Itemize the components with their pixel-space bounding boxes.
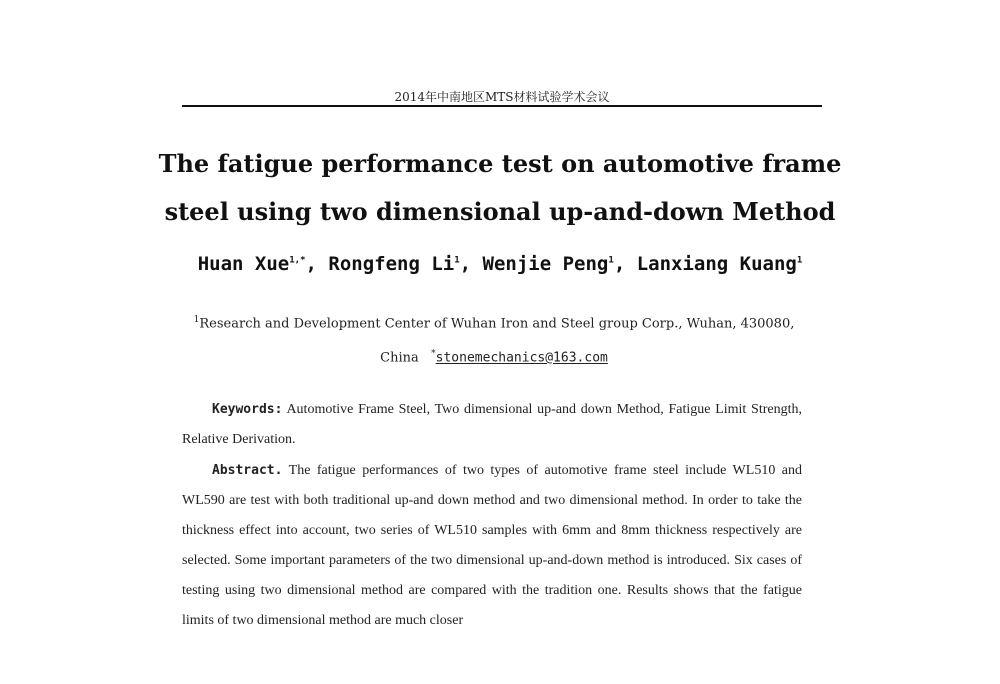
paper-title [150, 140, 850, 236]
header-rule [182, 105, 822, 107]
author-1: Huan Xue$^{1,*}$ [197, 253, 306, 275]
abstract-label: Abstract. [212, 463, 283, 478]
conference-header: 2014年中南地区MTS材料试验学术会议 [394, 90, 610, 104]
abstract-text: The fatigue performances of two types of automotive frame steel include WL510 and WL590 are test with both traditional up-and down method and two dimensional method. In order to take the thickness effect into account, two series of WL510 samples with 6mm and 8mm thickness respectively are selected. Some important parameters of the two dimensional up-and-down method is introduced. Six cases of testing using two dimensional method are compared with the tradition one. Results shows that the fatigue limits of two dimensional method are much closer [182, 463, 802, 628]
author-2: Rongfeng Li$^1$ [328, 253, 460, 275]
affiliation-contact: China *stonemechanics@163.com [380, 349, 608, 366]
keywords-label: Keywords: [212, 402, 283, 417]
affiliation [184, 305, 804, 374]
affiliation-line: $^1$Research and Development Center of Wuhan Iron and Steel group Corp., Wuhan, 430080, [193, 315, 795, 332]
title-line-1: The fatigue performance test on automotive frame [158, 149, 842, 178]
keywords-paragraph [182, 395, 802, 455]
email-link[interactable]: stonemechanics@163.com [435, 350, 608, 366]
title-line-2: steel using two dimensional up-and-down Method [164, 197, 836, 226]
author-4: Lanxiang Kuang$^1$ [636, 253, 803, 275]
abstract-paragraph [182, 456, 802, 636]
author-list: Huan Xue$^{1,*}$, Rongfeng Li$^1$, Wenjie Peng$^1$, Lanxiang Kuang$^1$ [197, 253, 803, 275]
author-3: Wenjie Peng$^1$ [482, 253, 614, 275]
affiliation-country: China [380, 350, 419, 366]
keywords-text: Automotive Frame Steel, Two dimensional up-and down Method, Fatigue Limit Strength, Relative Derivation. [182, 402, 802, 447]
